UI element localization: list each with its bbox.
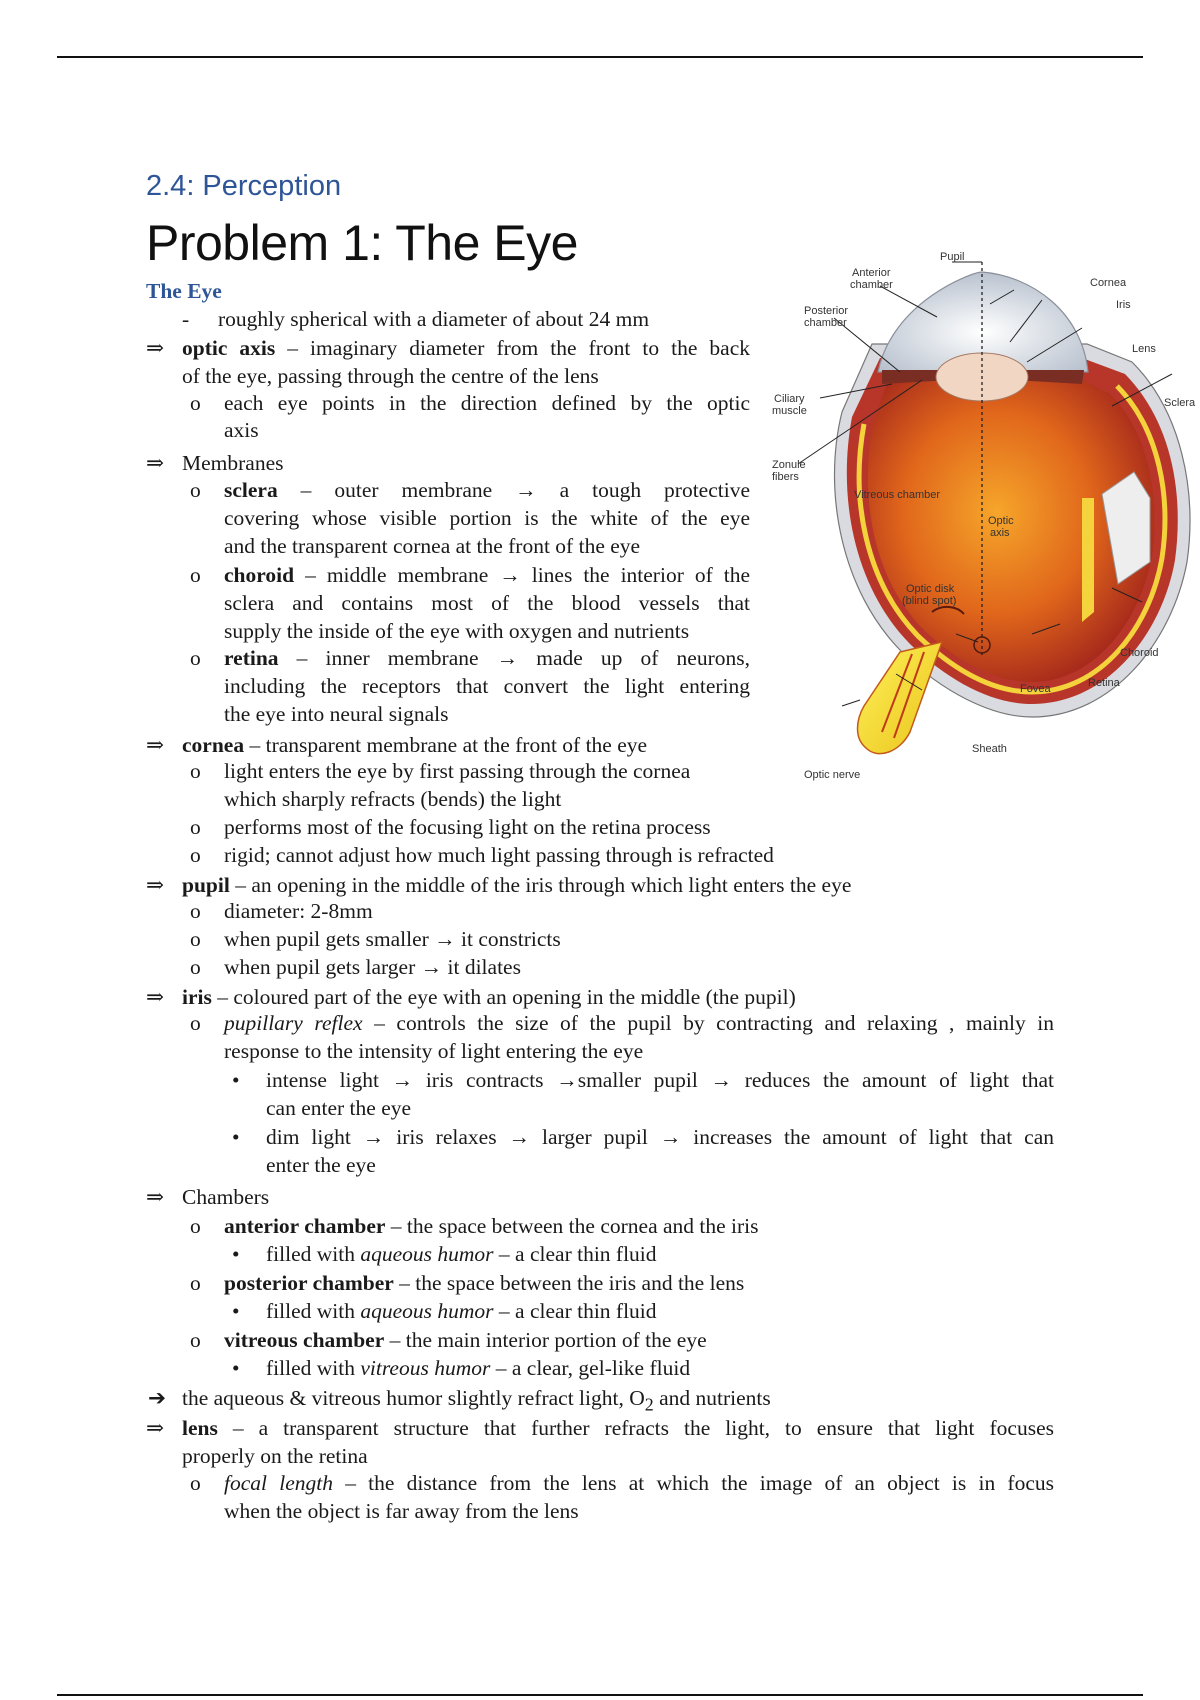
label-anterior-2: chamber	[850, 279, 893, 291]
note-line: response to the intensity of light entering the eye	[224, 1039, 644, 1063]
note-line: roughly spherical with a diameter of about 24 mm	[218, 307, 650, 331]
circle-marker: o	[190, 815, 201, 839]
implies-marker: ⇒	[146, 733, 165, 757]
note-line: intense light → iris contracts →smaller pupil → reduces the amount of light that	[266, 1068, 1054, 1092]
implies-marker: ⇒	[146, 873, 165, 897]
bullet-marker: •	[232, 1299, 240, 1323]
bullet-marker: •	[232, 1125, 240, 1149]
label-posterior-2: chamber	[804, 317, 847, 329]
note-line: dim light → iris relaxes → larger pupil → increases the amount of light that can	[266, 1125, 1054, 1149]
note-line: the aqueous & vitreous humor slightly refract light, $O_2$ and nutrients	[182, 1386, 771, 1415]
note-line: which sharply refracts (bends) the light	[224, 787, 562, 811]
note-line: anterior chamber – the space between the cornea and the iris	[224, 1214, 759, 1238]
note-line: iris – coloured part of the eye with an opening in the middle (the pupil)	[182, 985, 796, 1009]
footer-rule	[57, 1694, 1143, 1696]
label-zonule-1: Zonule	[772, 459, 806, 471]
label-fovea: Fovea	[1020, 683, 1051, 695]
label-optic-nerve: Optic nerve	[804, 769, 861, 781]
implies-marker: ⇒	[146, 1185, 165, 1209]
label-iris: Iris	[1116, 299, 1131, 311]
label-choroid: Choroid	[1120, 647, 1159, 659]
circle-marker: o	[190, 1214, 201, 1238]
note-line: light enters the eye by first passing through the cornea	[224, 759, 691, 783]
note-line: properly on the retina	[182, 1444, 368, 1468]
dash-marker: -	[182, 307, 190, 331]
bullet-marker: •	[232, 1068, 240, 1092]
note-line: filled with aqueous humor – a clear thin fluid	[266, 1242, 657, 1266]
note-line: retina – inner membrane → made up of neurons,	[224, 646, 750, 670]
arrow-marker: ➔	[148, 1386, 167, 1410]
implies-marker: ⇒	[146, 1416, 165, 1440]
label-optic-axis-2: axis	[990, 527, 1010, 539]
note-line: axis	[224, 418, 259, 442]
circle-marker: o	[190, 563, 201, 587]
circle-marker: o	[190, 927, 201, 951]
circle-marker: o	[190, 1471, 201, 1495]
subtitle: The Eye	[146, 279, 222, 303]
note-line: when pupil gets smaller → it constricts	[224, 927, 561, 951]
note-line: filled with vitreous humor – a clear, gel-like fluid	[266, 1356, 691, 1380]
page-title: Problem 1: The Eye	[146, 215, 578, 271]
note-line: performs most of the focusing light on the retina process	[224, 815, 711, 839]
note-line: covering whose visible portion is the white of the eye	[224, 506, 750, 530]
note-line: pupil – an opening in the middle of the iris through which light enters the eye	[182, 873, 852, 897]
note-line: choroid – middle membrane → lines the interior of the	[224, 563, 750, 587]
label-optic-axis-1: Optic	[988, 515, 1014, 527]
note-line: cornea – transparent membrane at the front of the eye	[182, 733, 648, 757]
circle-marker: o	[190, 1328, 201, 1352]
note-line: Membranes	[182, 451, 284, 475]
note-line: sclera – outer membrane → a tough protective	[224, 478, 750, 502]
note-line: enter the eye	[266, 1153, 376, 1177]
note-line: Chambers	[182, 1185, 270, 1209]
label-ciliary-2: muscle	[772, 405, 807, 417]
note-line: pupillary reflex – controls the size of the pupil by contracting and relaxing , mainly in	[224, 1011, 1054, 1035]
label-lens: Lens	[1132, 343, 1156, 355]
note-line: of the eye, passing through the centre of the lens	[182, 364, 599, 388]
label-sclera: Sclera	[1164, 397, 1196, 409]
circle-marker: o	[190, 843, 201, 867]
label-zonule-2: fibers	[772, 471, 799, 483]
header-rule	[57, 56, 1143, 58]
note-line: and the transparent cornea at the front of the eye	[224, 534, 641, 558]
note-line: filled with aqueous humor – a clear thin fluid	[266, 1299, 657, 1323]
section-label: 2.4: Perception	[146, 170, 342, 202]
bullet-marker: •	[232, 1242, 240, 1266]
circle-marker: o	[190, 759, 201, 783]
note-line: the eye into neural signals	[224, 702, 449, 726]
note-line: sclera and contains most of the blood vessels that	[224, 591, 750, 615]
note-line: focal length – the distance from the lens at which the image of an object is in focus	[224, 1471, 1055, 1495]
note-line: rigid; cannot adjust how much light passing through is refracted	[224, 843, 774, 867]
note-line: including the receptors that convert the light entering	[224, 674, 750, 698]
optic-nerve-shape	[858, 642, 943, 754]
note-line: each eye points in the direction defined by the optic	[224, 391, 750, 415]
label-vitreous: Vitreous chamber	[854, 489, 941, 501]
label-retina: Retina	[1088, 677, 1120, 689]
circle-marker: o	[190, 899, 201, 923]
circle-marker: o	[190, 391, 201, 415]
eye-diagram	[772, 251, 1200, 794]
note-line: vitreous chamber – the main interior portion of the eye	[224, 1328, 707, 1352]
note-line: supply the inside of the eye with oxygen and nutrients	[224, 619, 690, 643]
implies-marker: ⇒	[146, 451, 165, 475]
label-optic-disk-1: Optic disk	[906, 583, 955, 595]
label-ciliary-1: Ciliary	[774, 393, 805, 405]
implies-marker: ⇒	[146, 336, 165, 360]
note-line: posterior chamber – the space between the iris and the lens	[224, 1271, 745, 1295]
note-line: lens – a transparent structure that further refracts the light, to ensure that light focuses	[182, 1416, 1054, 1440]
circle-marker: o	[190, 955, 201, 979]
circle-marker: o	[190, 1011, 201, 1035]
circle-marker: o	[190, 646, 201, 670]
label-optic-disk-2: (blind spot)	[902, 595, 957, 607]
note-line: when the object is far away from the lens	[224, 1499, 579, 1523]
circle-marker: o	[190, 1271, 201, 1295]
label-posterior-1: Posterior	[804, 305, 849, 317]
label-anterior-1: Anterior	[852, 267, 891, 279]
note-line: diameter: 2-8mm	[224, 899, 373, 923]
bullet-marker: •	[232, 1356, 240, 1380]
label-pupil: Pupil	[940, 251, 965, 263]
note-line: can enter the eye	[266, 1096, 412, 1120]
circle-marker: o	[190, 478, 201, 502]
label-cornea: Cornea	[1090, 277, 1127, 289]
note-line: when pupil gets larger → it dilates	[224, 955, 521, 979]
label-sheath: Sheath	[972, 743, 1007, 755]
implies-marker: ⇒	[146, 985, 165, 1009]
note-line: optic axis – imaginary diameter from the front to the back	[182, 336, 750, 360]
